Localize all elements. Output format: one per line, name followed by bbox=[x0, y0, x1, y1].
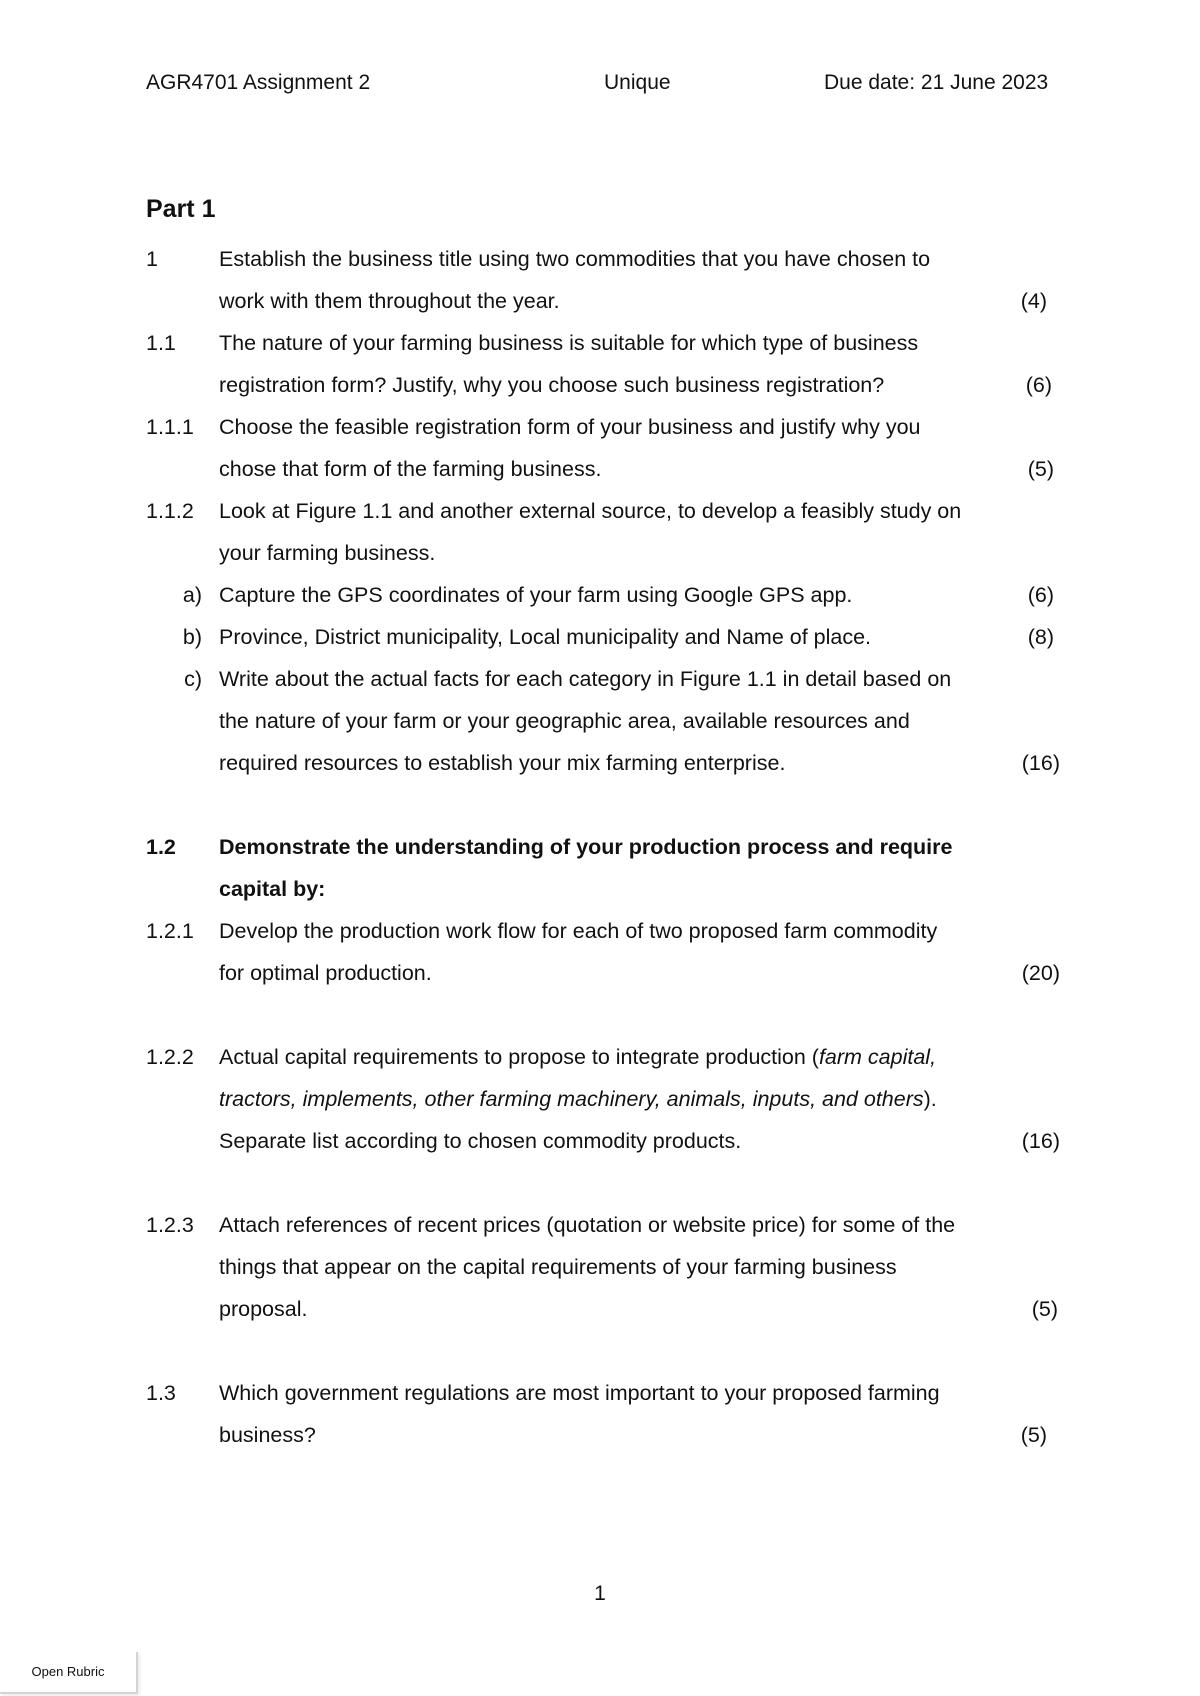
sub-question-letter: a) bbox=[182, 583, 202, 607]
sub-question-b bbox=[0, 622, 1054, 652]
header-course: AGR4701 Assignment 2 bbox=[146, 71, 371, 94]
question-text: Demonstrate the understanding of your production process and require bbox=[219, 835, 953, 859]
question-1-2-2-line3 bbox=[0, 1126, 1060, 1156]
question-1-2-2 bbox=[0, 1042, 1060, 1072]
sub-question-c bbox=[0, 664, 1060, 694]
question-text: capital by: bbox=[219, 877, 326, 901]
sub-question-c-line2 bbox=[0, 706, 1060, 736]
question-text: business? bbox=[219, 1423, 316, 1447]
question-text-plain: Actual capital requirements to propose to integrate production ( bbox=[219, 1045, 819, 1069]
question-1-3 bbox=[0, 1378, 1060, 1408]
sub-question-c-line3 bbox=[0, 748, 1060, 778]
sub-question-letter: c) bbox=[184, 667, 202, 691]
question-text: Separate list according to chosen commodity products. bbox=[219, 1129, 742, 1153]
question-text: work with them throughout the year. bbox=[219, 289, 560, 313]
question-1-1-1-line2 bbox=[0, 454, 1054, 484]
sub-question-a bbox=[0, 580, 1054, 610]
question-mark: (6) bbox=[1027, 583, 1054, 607]
question-mark: (4) bbox=[1020, 289, 1047, 313]
question-text: for optimal production. bbox=[219, 961, 432, 985]
question-mark: (16) bbox=[1021, 1129, 1060, 1153]
question-1-3-line2 bbox=[0, 1420, 1047, 1450]
question-mark: (8) bbox=[1027, 625, 1054, 649]
question-mark: (5) bbox=[1031, 1297, 1058, 1321]
question-text: Choose the feasible registration form of your business and justify why you bbox=[219, 415, 921, 439]
question-number: 1.2.1 bbox=[146, 919, 194, 943]
question-1-2 bbox=[0, 832, 1060, 862]
question-number: 1.1.2 bbox=[146, 499, 194, 523]
question-number: 1.1 bbox=[146, 331, 176, 355]
sub-question-text: Capture the GPS coordinates of your farm using Google GPS app. bbox=[219, 583, 853, 607]
question-text: things that appear on the capital requirements of your farming business bbox=[219, 1255, 897, 1279]
question-number: 1.2.3 bbox=[146, 1213, 194, 1237]
question-1-2-line2 bbox=[0, 874, 1060, 904]
question-1-2-3-line2 bbox=[0, 1252, 1060, 1282]
open-rubric-button[interactable]: Open Rubric bbox=[0, 1652, 138, 1694]
question-text-plain: ). bbox=[923, 1087, 937, 1111]
question-number: 1.3 bbox=[146, 1381, 176, 1405]
header-unique: Unique bbox=[604, 71, 671, 94]
question-mark: (20) bbox=[1021, 961, 1060, 985]
question-number: 1.2 bbox=[146, 835, 176, 859]
question-mark: (6) bbox=[1025, 373, 1052, 397]
question-text: Which government regulations are most important to your proposed farming bbox=[219, 1381, 940, 1405]
sub-question-letter: b) bbox=[182, 625, 202, 649]
question-text: registration form? Justify, why you choose such business registration? bbox=[219, 373, 885, 397]
header-due-date: Due date: 21 June 2023 bbox=[824, 71, 1049, 94]
question-1-1 bbox=[0, 328, 1040, 358]
question-text: Attach references of recent prices (quotation or website price) for some of the bbox=[219, 1213, 956, 1237]
question-mark: (5) bbox=[1027, 457, 1054, 481]
question-1-2-3-line3 bbox=[0, 1294, 1058, 1324]
question-text: chose that form of the farming business. bbox=[219, 457, 602, 481]
question-1-1-1 bbox=[0, 412, 1040, 442]
question-text: proposal. bbox=[219, 1297, 308, 1321]
question-1-2-1-line2 bbox=[0, 958, 1060, 988]
question-text-italic: farm capital, bbox=[818, 1045, 937, 1069]
question-text: Look at Figure 1.1 and another external source, to develop a feasibly study on bbox=[219, 499, 962, 523]
question-number: 1.2.2 bbox=[146, 1045, 194, 1069]
question-1-1-line2 bbox=[0, 370, 1052, 400]
question-number: 1 bbox=[146, 247, 158, 271]
question-number: 1.1.1 bbox=[146, 415, 194, 439]
part-title: Part 1 bbox=[146, 195, 216, 223]
question-text-italic: tractors, implements, other farming machinery, animals, inputs, and others bbox=[219, 1087, 924, 1111]
question-text bbox=[219, 1042, 936, 1072]
question-1-line2 bbox=[0, 286, 1047, 316]
question-1-2-2-line2 bbox=[0, 1084, 1060, 1114]
page-number: 1 bbox=[594, 1582, 606, 1605]
sub-question-text: the nature of your farm or your geographic area, available resources and bbox=[219, 709, 910, 733]
question-text: Establish the business title using two commodities that you have chosen to bbox=[219, 247, 931, 271]
question-text: Develop the production work flow for each of two proposed farm commodity bbox=[219, 919, 938, 943]
question-1-1-2-line2 bbox=[0, 538, 1060, 568]
question-mark: (5) bbox=[1020, 1423, 1047, 1447]
sub-question-text: required resources to establish your mix farming enterprise. bbox=[219, 751, 786, 775]
sub-question-text: Province, District municipality, Local municipality and Name of place. bbox=[219, 625, 872, 649]
question-mark: (16) bbox=[1021, 751, 1060, 775]
question-1-2-1 bbox=[0, 916, 1060, 946]
question-text bbox=[219, 1084, 937, 1114]
question-1-2-3 bbox=[0, 1210, 1060, 1240]
question-text: The nature of your farming business is suitable for which type of business bbox=[219, 331, 919, 355]
question-1 bbox=[0, 244, 1033, 274]
sub-question-text: Write about the actual facts for each category in Figure 1.1 in detail based on bbox=[219, 667, 952, 691]
question-text: your farming business. bbox=[219, 541, 436, 565]
question-1-1-2 bbox=[0, 496, 1060, 526]
